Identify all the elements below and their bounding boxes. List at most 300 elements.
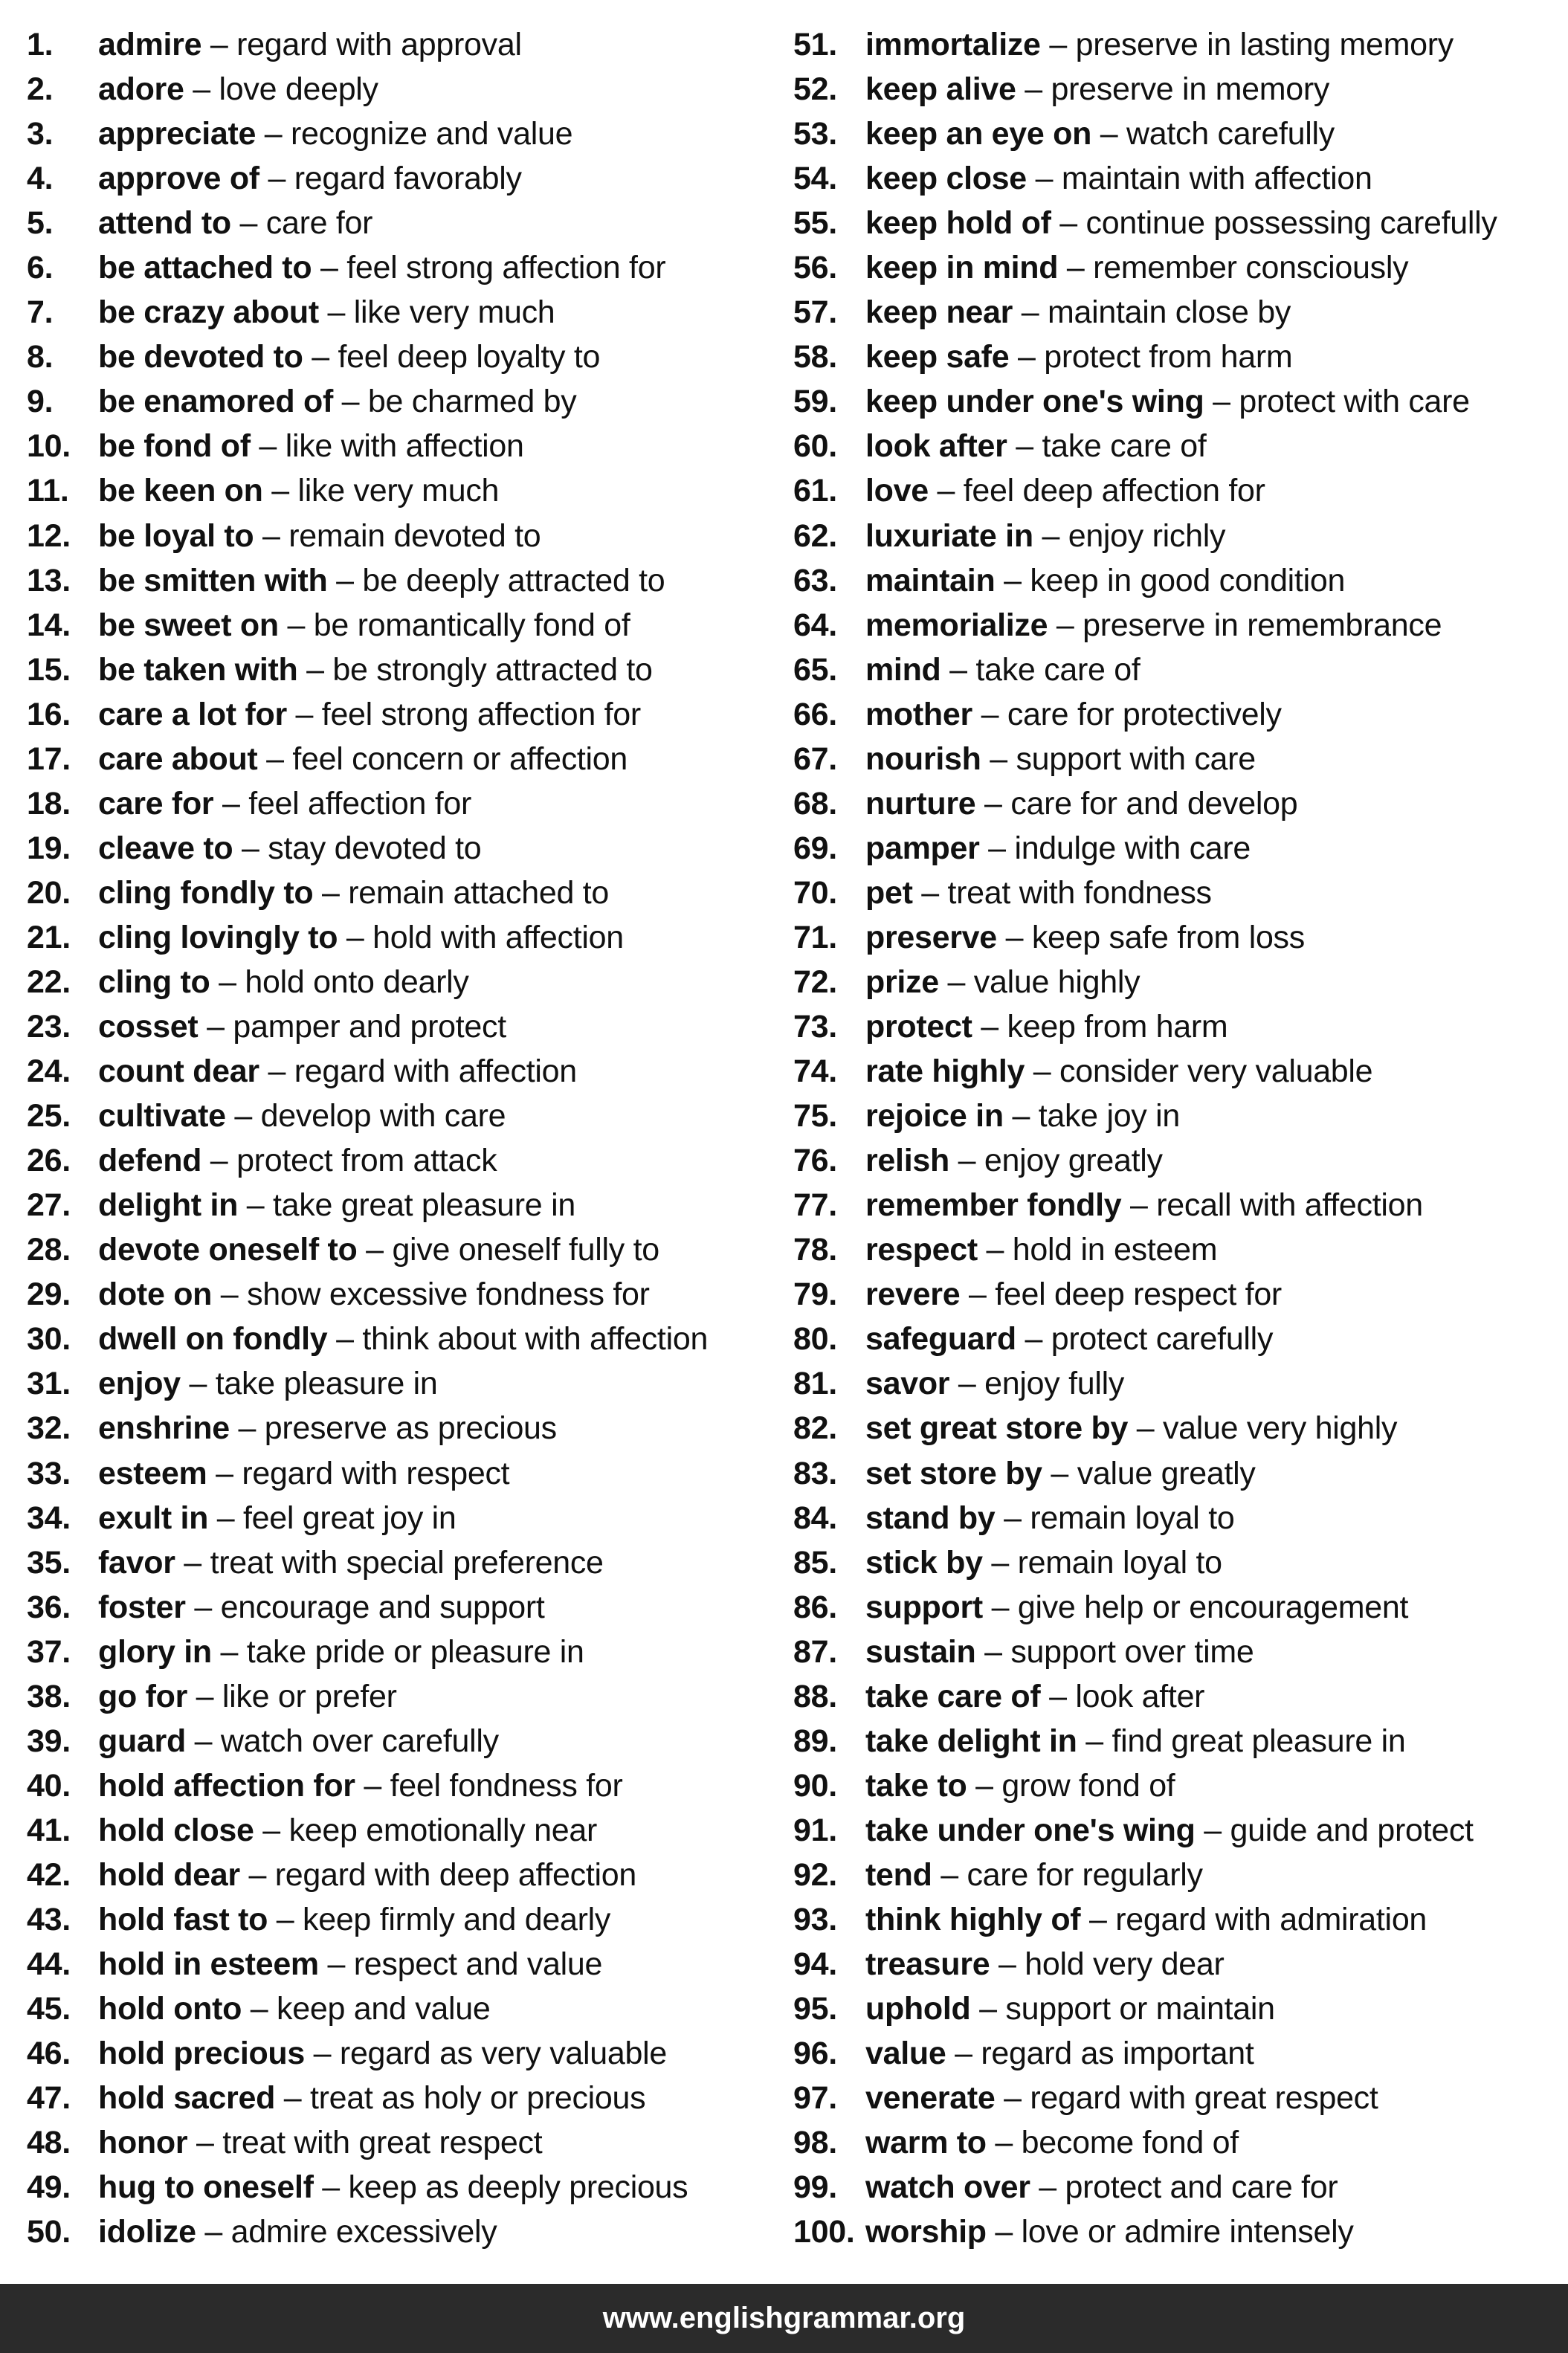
item-word: worship (865, 2214, 987, 2250)
list-item (27, 692, 778, 737)
item-word: keep near (865, 294, 1013, 331)
item-number: 43. (27, 1901, 71, 1937)
item-number: 90. (793, 1767, 837, 1804)
item-number: 95. (793, 1991, 837, 2027)
item-definition: – be deeply attracted to (327, 562, 665, 598)
item-word: mind (865, 651, 941, 688)
item-definition: – protect from attack (201, 1143, 497, 1179)
item-number: 67. (793, 740, 837, 777)
item-definition: – regard favorably (259, 161, 522, 197)
item-number: 99. (793, 2169, 837, 2206)
item-definition: – regard with affection (259, 1053, 577, 1090)
item-number: 66. (793, 696, 837, 732)
list-item (27, 201, 778, 245)
item-word: hold onto (98, 1991, 242, 2027)
list-item (27, 22, 778, 67)
item-definition: – regard with admiration (1080, 1901, 1427, 1937)
item-word: preserve (865, 919, 997, 955)
item-number: 51. (793, 27, 837, 62)
item-definition: – regard with great respect (995, 2080, 1378, 2117)
item-definition: – like with affection (250, 428, 524, 465)
list-item (27, 648, 778, 692)
list-item (27, 1094, 778, 1138)
item-word: count dear (98, 1053, 259, 1090)
list-item (793, 692, 1567, 737)
item-word: uphold (865, 1991, 971, 2027)
item-definition: – continue possessing carefully (1051, 205, 1497, 242)
item-word: honor (98, 2125, 188, 2161)
item-word: remember fondly (865, 1187, 1122, 1224)
item-word: warm to (865, 2125, 987, 2161)
item-word: watch over (865, 2169, 1030, 2206)
item-definition: – regard as important (946, 2036, 1254, 2072)
item-number: 96. (793, 2036, 837, 2072)
item-number: 61. (793, 473, 837, 509)
item-word: care a lot for (98, 696, 287, 732)
item-definition: – care for and develop (975, 785, 1298, 822)
list-item (27, 2120, 778, 2165)
item-word: cultivate (98, 1098, 226, 1134)
item-word: defend (98, 1143, 202, 1179)
item-number: 71. (793, 919, 837, 955)
item-definition: – watch over carefully (185, 1723, 499, 1759)
item-number: 97. (793, 2080, 837, 2117)
item-definition: – maintain with affection (1026, 161, 1372, 197)
item-word: memorialize (865, 607, 1048, 643)
item-definition: – like or prefer (187, 1678, 397, 1714)
list-item (793, 1183, 1567, 1227)
item-word: protect (865, 1009, 972, 1045)
item-definition: – be strongly attracted to (297, 651, 653, 688)
item-word: care for (98, 785, 214, 822)
item-number: 50. (27, 2214, 71, 2250)
list-item (27, 1496, 778, 1540)
item-number: 49. (27, 2169, 71, 2206)
item-word: exult in (98, 1500, 209, 1536)
item-number: 69. (793, 830, 837, 866)
item-definition: – admire excessively (196, 2214, 497, 2250)
item-number: 58. (793, 339, 837, 375)
item-word: be enamored of (98, 384, 333, 420)
item-number: 3. (27, 116, 54, 152)
item-number: 45. (27, 1991, 71, 2027)
item-definition: – feel deep loyalty to (303, 339, 601, 375)
item-number: 35. (27, 1544, 71, 1581)
item-number: 56. (793, 250, 837, 286)
list-item (27, 1808, 778, 1853)
item-number: 1. (27, 27, 54, 62)
item-definition: – regard with approval (201, 27, 522, 62)
item-number: 84. (793, 1500, 837, 1536)
item-word: respect (865, 1232, 978, 1268)
item-definition: – keep from harm (972, 1009, 1228, 1045)
item-definition: – recognize and value (256, 116, 573, 152)
item-number: 22. (27, 964, 71, 1000)
item-definition: – feel deep respect for (960, 1276, 1282, 1313)
item-number: 94. (793, 1946, 837, 1983)
word-list-right-column (793, 22, 1567, 2254)
list-item (793, 558, 1567, 603)
list-item (793, 1094, 1567, 1138)
item-definition: – keep emotionally near (254, 1812, 597, 1848)
item-number: 82. (793, 1410, 837, 1447)
item-word: cosset (98, 1009, 199, 1045)
list-item (27, 1183, 778, 1227)
item-word: guard (98, 1723, 186, 1759)
item-word: love (865, 473, 929, 509)
list-item (793, 1138, 1567, 1183)
item-word: keep hold of (865, 205, 1051, 242)
item-definition: – take joy in (1003, 1098, 1181, 1134)
item-number: 80. (793, 1321, 837, 1358)
item-word: go for (98, 1678, 187, 1714)
item-definition: – remain devoted to (254, 517, 541, 554)
item-word: savor (865, 1366, 950, 1402)
item-definition: – pamper and protect (198, 1009, 506, 1045)
item-number: 29. (27, 1276, 71, 1313)
list-item (793, 1317, 1567, 1361)
item-definition: – indulge with care (979, 830, 1251, 866)
list-item (27, 1540, 778, 1585)
item-number: 73. (793, 1009, 837, 1045)
list-item (793, 2165, 1567, 2210)
footer-url[interactable]: www.englishgrammar.org (602, 2302, 966, 2334)
item-definition: – like very much (318, 294, 555, 331)
item-word: devote oneself to (98, 1232, 358, 1268)
item-definition: – recall with affection (1121, 1187, 1423, 1224)
item-definition: – take pleasure in (180, 1366, 438, 1402)
list-item (27, 424, 778, 468)
item-definition: – protect and care for (1030, 2169, 1338, 2206)
list-item (27, 245, 778, 290)
item-definition: – love or admire intensely (986, 2214, 1354, 2250)
item-number: 4. (27, 161, 54, 197)
site-footer (0, 2284, 1568, 2353)
list-item (27, 781, 778, 826)
item-word: be fond of (98, 428, 251, 465)
list-item (793, 960, 1567, 1004)
item-definition: – preserve in remembrance (1048, 607, 1442, 643)
item-definition: – feel strong affection for (312, 250, 666, 286)
item-number: 93. (793, 1901, 837, 1937)
item-definition: – remember consciously (1058, 250, 1409, 286)
item-word: take delight in (865, 1723, 1077, 1759)
list-item (27, 1004, 778, 1049)
list-item (27, 379, 778, 424)
item-number: 87. (793, 1633, 837, 1670)
item-number: 89. (793, 1723, 837, 1759)
list-item (793, 1496, 1567, 1540)
item-word: pamper (865, 830, 980, 866)
item-number: 74. (793, 1053, 837, 1090)
item-number: 7. (27, 294, 54, 331)
list-item (793, 871, 1567, 915)
item-number: 39. (27, 1723, 71, 1759)
item-word: prize (865, 964, 939, 1000)
item-number: 28. (27, 1232, 71, 1268)
item-word: treasure (865, 1946, 990, 1983)
list-item (793, 1897, 1567, 1942)
item-number: 10. (27, 428, 71, 465)
item-word: foster (98, 1589, 186, 1625)
list-item (793, 1272, 1567, 1317)
item-number: 55. (793, 205, 837, 242)
item-definition: – look after (1040, 1678, 1205, 1714)
list-item (27, 156, 778, 201)
list-item (793, 1227, 1567, 1272)
item-number: 38. (27, 1678, 71, 1714)
item-number: 12. (27, 517, 71, 554)
item-definition: – encourage and support (185, 1589, 545, 1625)
item-number: 98. (793, 2125, 837, 2161)
list-item (27, 468, 778, 513)
item-number: 30. (27, 1321, 71, 1358)
item-number: 88. (793, 1678, 837, 1714)
list-item (793, 201, 1567, 245)
item-definition: – enjoy greatly (949, 1143, 1163, 1179)
item-definition: – like very much (262, 473, 500, 509)
item-definition: – keep firmly and dearly (268, 1901, 611, 1937)
item-definition: – hold with affection (338, 919, 624, 955)
item-definition: – love deeply (184, 71, 378, 108)
list-item (793, 1674, 1567, 1719)
list-item (27, 1942, 778, 1986)
item-word: look after (865, 428, 1007, 465)
item-word: enjoy (98, 1366, 181, 1402)
item-word: safeguard (865, 1321, 1016, 1358)
item-word: relish (865, 1143, 949, 1179)
item-number: 78. (793, 1232, 837, 1268)
item-word: cleave to (98, 830, 233, 866)
item-definition: – value very highly (1128, 1410, 1398, 1447)
list-item (793, 1406, 1567, 1450)
list-item (27, 1719, 778, 1763)
item-definition: – feel great joy in (208, 1500, 456, 1536)
item-definition: – hold very dear (990, 1946, 1225, 1983)
item-word: esteem (98, 1455, 207, 1491)
item-word: set great store by (865, 1410, 1129, 1447)
item-word: pet (865, 874, 913, 911)
list-item (27, 1986, 778, 2031)
item-definition: – enjoy fully (949, 1366, 1125, 1402)
item-word: dwell on fondly (98, 1321, 328, 1358)
item-number: 26. (27, 1143, 71, 1179)
list-item (793, 915, 1567, 960)
item-word: think highly of (865, 1901, 1081, 1937)
item-word: stand by (865, 1500, 996, 1536)
list-item (793, 1719, 1567, 1763)
item-word: hold affection for (98, 1767, 355, 1804)
list-item (793, 2120, 1567, 2165)
item-number: 11. (27, 473, 69, 509)
item-definition: – keep and value (242, 1991, 491, 2027)
item-word: favor (98, 1544, 175, 1581)
item-definition: – treat with special preference (175, 1544, 604, 1581)
item-number: 60. (793, 428, 837, 465)
item-number: 42. (27, 1856, 71, 1893)
list-item (793, 1942, 1567, 1986)
item-definition: – take care of (941, 651, 1140, 688)
item-word: cling to (98, 964, 210, 1000)
item-definition: – become fond of (986, 2125, 1239, 2161)
item-word: enshrine (98, 1410, 230, 1447)
item-definition: – preserve as precious (229, 1410, 557, 1447)
list-item (27, 1227, 778, 1272)
list-item (27, 2210, 778, 2254)
item-definition: – stay devoted to (233, 830, 482, 866)
list-item (793, 1540, 1567, 1585)
list-item (27, 1272, 778, 1317)
list-item (793, 156, 1567, 201)
item-definition: – preserve in lasting memory (1040, 27, 1454, 62)
list-item (27, 558, 778, 603)
item-number: 62. (793, 517, 837, 554)
item-number: 19. (27, 830, 71, 866)
list-item (793, 379, 1567, 424)
item-definition: – support with care (981, 740, 1256, 777)
item-word: approve of (98, 161, 259, 197)
list-item (793, 1986, 1567, 2031)
item-definition: – take great pleasure in (238, 1187, 575, 1224)
item-word: be taken with (98, 651, 298, 688)
item-definition: – find great pleasure in (1077, 1723, 1406, 1759)
item-definition: – be charmed by (332, 384, 577, 420)
item-number: 6. (27, 250, 54, 286)
item-number: 31. (27, 1366, 71, 1402)
list-item (27, 826, 778, 871)
item-number: 81. (793, 1366, 837, 1402)
list-item (793, 1451, 1567, 1496)
item-definition: – protect from harm (1009, 339, 1293, 375)
item-word: maintain (865, 562, 996, 598)
item-definition: – care for regularly (932, 1856, 1203, 1893)
item-word: cling lovingly to (98, 919, 338, 955)
item-word: hold precious (98, 2036, 306, 2072)
item-number: 76. (793, 1143, 837, 1179)
list-item (27, 335, 778, 379)
item-definition: – give help or encouragement (982, 1589, 1409, 1625)
item-number: 64. (793, 607, 837, 643)
list-item (27, 1630, 778, 1674)
item-word: stick by (865, 1544, 983, 1581)
item-definition: – give oneself fully to (357, 1232, 659, 1268)
item-number: 41. (27, 1812, 71, 1848)
item-word: be attached to (98, 250, 312, 286)
list-item (27, 1897, 778, 1942)
item-definition: – be romantically fond of (278, 607, 630, 643)
list-item (27, 603, 778, 648)
list-item (793, 112, 1567, 156)
item-word: be sweet on (98, 607, 279, 643)
item-word: hold in esteem (98, 1946, 319, 1983)
list-item (793, 335, 1567, 379)
item-number: 79. (793, 1276, 837, 1313)
item-word: dote on (98, 1276, 213, 1313)
item-number: 47. (27, 2080, 71, 2117)
list-item (27, 960, 778, 1004)
list-item (793, 1630, 1567, 1674)
item-number: 100. (793, 2214, 855, 2250)
list-item (27, 2076, 778, 2120)
item-word: admire (98, 27, 202, 62)
list-item (27, 290, 778, 335)
item-definition: – feel strong affection for (286, 696, 641, 732)
list-item (793, 1853, 1567, 1897)
list-item (27, 514, 778, 558)
item-number: 37. (27, 1633, 71, 1670)
item-number: 44. (27, 1946, 71, 1983)
item-definition: – hold in esteem (977, 1232, 1218, 1268)
item-word: be loyal to (98, 517, 254, 554)
item-definition: – remain loyal to (995, 1500, 1235, 1536)
item-definition: – grow fond of (967, 1767, 1175, 1804)
list-item (793, 468, 1567, 513)
item-number: 25. (27, 1098, 71, 1134)
list-item (27, 871, 778, 915)
item-number: 83. (793, 1455, 837, 1491)
item-word: nurture (865, 785, 976, 822)
list-item (793, 781, 1567, 826)
item-word: hold dear (98, 1856, 240, 1893)
list-item (27, 1451, 778, 1496)
item-definition: – regard as very valuable (305, 2036, 667, 2072)
item-definition: – protect with care (1204, 384, 1470, 420)
list-item (27, 67, 778, 112)
list-item (27, 1317, 778, 1361)
list-item (793, 1808, 1567, 1853)
item-number: 48. (27, 2125, 71, 2161)
item-definition: – treat with great respect (187, 2125, 543, 2161)
item-number: 70. (793, 874, 837, 911)
item-word: hold fast to (98, 1901, 268, 1937)
item-number: 16. (27, 696, 71, 732)
item-number: 17. (27, 740, 71, 777)
item-number: 27. (27, 1187, 71, 1224)
item-number: 75. (793, 1098, 837, 1134)
item-number: 36. (27, 1589, 71, 1625)
list-item (793, 1763, 1567, 1808)
item-number: 40. (27, 1767, 71, 1804)
item-word: sustain (865, 1633, 976, 1670)
item-number: 52. (793, 71, 837, 108)
item-number: 92. (793, 1856, 837, 1893)
item-definition: – regard with deep affection (239, 1856, 636, 1893)
item-number: 91. (793, 1812, 837, 1848)
list-item (793, 1585, 1567, 1630)
item-word: hug to oneself (98, 2169, 314, 2206)
item-definition: – protect carefully (1016, 1321, 1274, 1358)
item-word: care about (98, 740, 258, 777)
item-word: be devoted to (98, 339, 303, 375)
item-word: keep in mind (865, 250, 1059, 286)
item-word: keep under one's wing (865, 384, 1204, 420)
list-item (27, 2031, 778, 2076)
item-number: 46. (27, 2036, 71, 2072)
item-number: 77. (793, 1187, 837, 1224)
item-definition: – respect and value (318, 1946, 603, 1983)
list-item (27, 1853, 778, 1897)
item-word: nourish (865, 740, 981, 777)
item-number: 34. (27, 1500, 71, 1536)
list-item (793, 514, 1567, 558)
item-definition: – value greatly (1042, 1455, 1256, 1491)
list-item (27, 1049, 778, 1094)
list-item (27, 1674, 778, 1719)
list-item (793, 1004, 1567, 1049)
item-number: 21. (27, 919, 71, 955)
item-word: take care of (865, 1678, 1041, 1714)
list-item (27, 737, 778, 781)
